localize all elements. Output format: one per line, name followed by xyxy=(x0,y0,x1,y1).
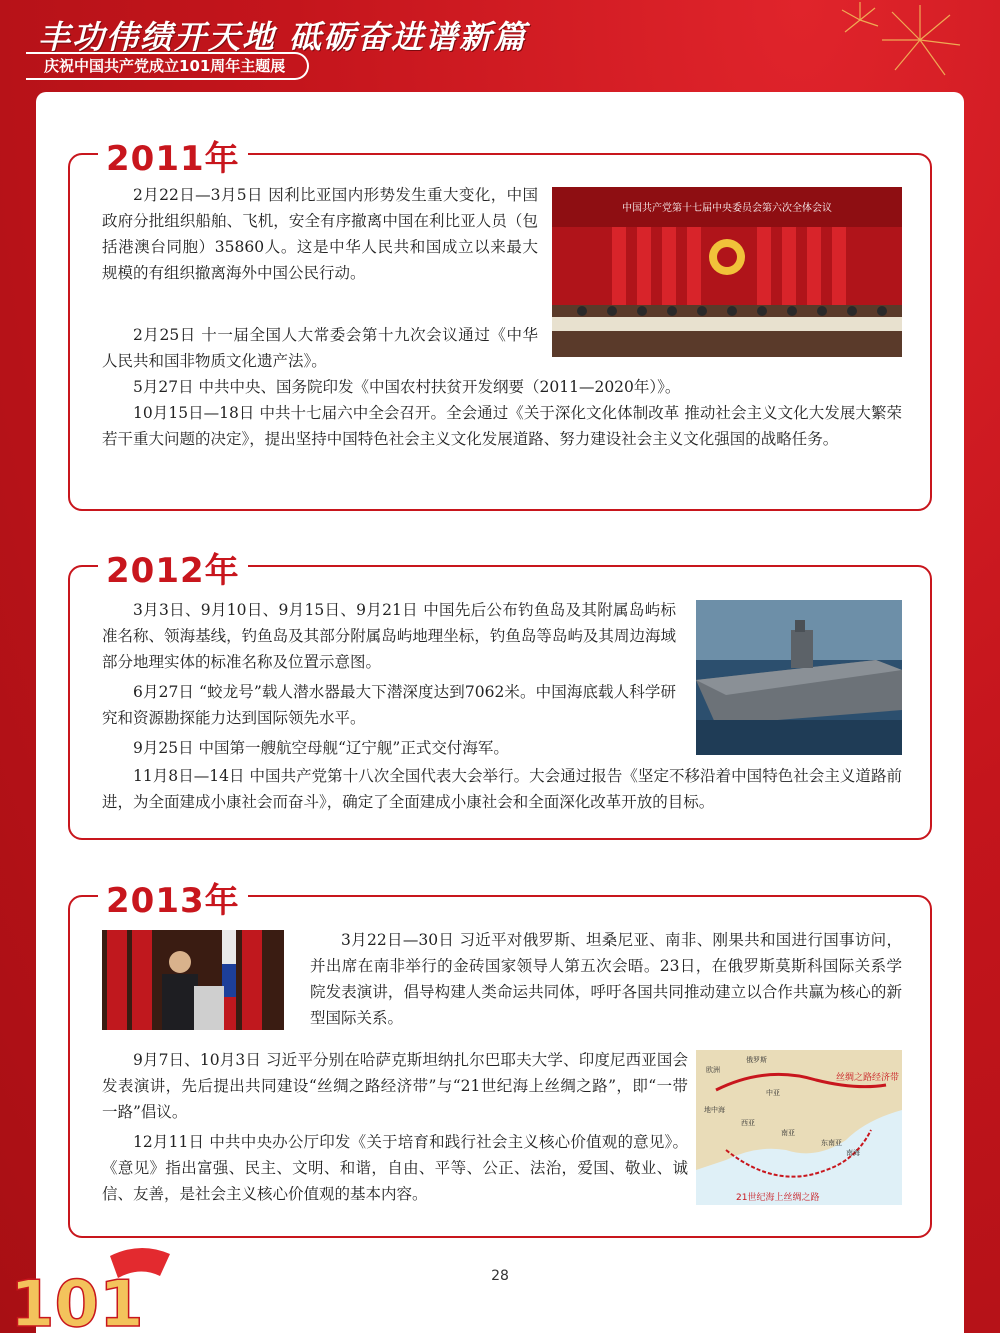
section-2012 xyxy=(68,551,932,840)
entry-2012-2: 6月27日 “蛟龙号”载人潜水器最大下潜深度达到7062米。中国海底载人科学研究和资源勘探能力达到国际领先水平。 xyxy=(102,683,676,727)
section-2013 xyxy=(68,881,932,1238)
entry-2011-2: 2月25日 十一届全国人大常委会第十九次会议通过《中华人民共和国非物质文化遗产法》。 xyxy=(102,326,538,370)
entry-2012-1: 3月3日、9月10日、9月15日、9月21日 中国先后公布钓鱼岛及其附属岛屿标准名称、领海基线，钓鱼岛及其部分附属岛屿地理坐标，钓鱼岛等岛屿及其周边海域部分地理实体的标准名称及位置示意图。 xyxy=(102,601,676,671)
belt-and-road-map xyxy=(696,1050,902,1205)
banner-subtitle: 庆祝中国共产党成立101周年主题展 xyxy=(26,52,309,80)
entry-2011-3: 5月27日 中共中央、国务院印发《中国农村扶贫开发纲要（2011—2020年）》。 xyxy=(133,378,681,396)
year-heading-2012: 2012年 xyxy=(98,543,248,592)
xi-speech-photo xyxy=(102,930,284,1030)
year-heading-2011: 2011年 xyxy=(98,131,248,180)
entry-2013-1: 3月22日—30日 习近平对俄罗斯、坦桑尼亚、南非、刚果共和国进行国事访问，并出席在南非举行的金砖国家领导人第五次会晤。23日，在俄罗斯莫斯科国际关系学院发表演讲，倡导构建人类命运共同体，呼吁各国共同推动建立以合作共赢为核心的新型国际关系。 xyxy=(310,931,902,1027)
anniversary-101-logo xyxy=(0,1236,200,1333)
entry-2011-1: 2月22日—3月5日 因利比亚国内形势发生重大变化，中国政府分批组织船舶、飞机，安全有序撤离中国在利比亚人员（包括港澳台同胞）35860人。这是中华人民共和国成立以来最大规模的有组织撤离海外中国公民行动。 xyxy=(102,186,538,282)
entry-2012-3: 9月25日 中国第一艘航空母舰“辽宁舰”正式交付海军。 xyxy=(133,739,509,757)
entry-2011-4: 10月15日—18日 中共十七届六中全会召开。全会通过《关于深化文化体制改革 推动社会主义文化大发展大繁荣若干重大问题的决定》，提出坚持中国特色社会主义文化发展道路、努力建设社会主义文化强国的战略任务。 xyxy=(102,404,902,448)
map-label: 南海 xyxy=(846,1149,860,1157)
map-label: 欧洲 xyxy=(706,1066,720,1074)
entry-2013-3: 12月11日 中共中央办公厅印发《关于培育和践行社会主义核心价值观的意见》。《意见》指出富强、民主、文明、和谐，自由、平等、公正、法治，爱国、敬业、诚信、友善，是社会主义核心价值观的基本内容。 xyxy=(102,1133,688,1203)
page-number: 28 xyxy=(491,1268,509,1284)
plenary-banner-text: 中国共产党第十七届中央委员会第六次全体会议 xyxy=(622,203,832,214)
plenary-session-photo xyxy=(552,187,902,357)
year-heading-2013: 2013年 xyxy=(98,873,248,922)
map-label: 东南亚 xyxy=(821,1139,842,1147)
entry-2013-2: 9月7日、10月3日 习近平分别在哈萨克斯坦纳扎尔巴耶夫大学、印度尼西亚国会发表演讲，先后提出共同建设“丝绸之路经济带”与“21世纪海上丝绸之路”，即“一带一路”倡议。 xyxy=(102,1051,688,1121)
banner-title: 丰功伟绩开天地 砥砺奋进谱新篇 xyxy=(38,18,528,56)
map-subtitle: 21世纪海上丝绸之路 xyxy=(736,1193,820,1203)
map-label: 俄罗斯 xyxy=(746,1056,767,1064)
section-2011 xyxy=(68,139,932,511)
logo-101-text: 101 xyxy=(10,1268,144,1333)
map-label: 中亚 xyxy=(766,1089,780,1097)
map-label: 西亚 xyxy=(741,1119,755,1127)
entry-2012-4: 11月8日—14日 中国共产党第十八次全国代表大会举行。大会通过报告《坚定不移沿着中国特色社会主义道路前进，为全面建成小康社会而奋斗》，确定了全面建成小康社会和全面深化改革开放的目标。 xyxy=(102,767,902,811)
map-label: 地中海 xyxy=(704,1106,725,1114)
map-title: 丝绸之路经济带 xyxy=(836,1073,900,1083)
map-label: 南亚 xyxy=(781,1129,795,1137)
aircraft-carrier-photo xyxy=(696,600,902,755)
fireworks-decoration xyxy=(820,0,980,90)
